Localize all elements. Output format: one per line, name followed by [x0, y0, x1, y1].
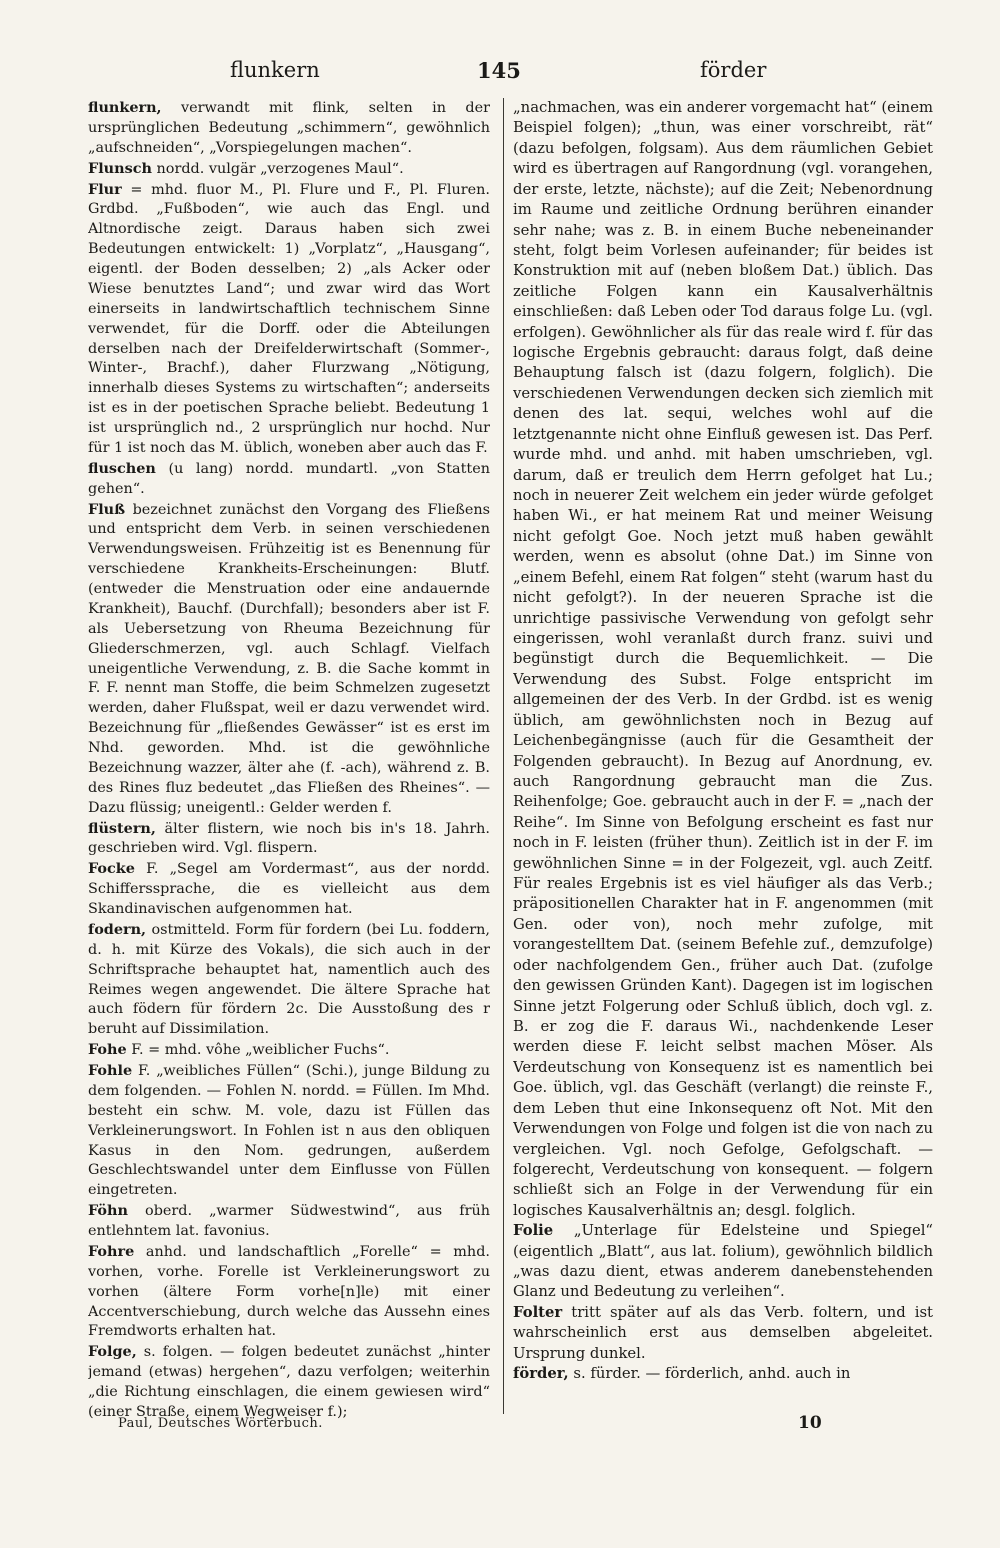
dictionary-entry	[513, 98, 933, 1221]
entry-text: „nachmachen, was ein anderer vorgemacht hat“ (einem Beispiel folgen); „thun, was einer vorschreibt, rät“ (dazu befolgen, folgsam). Aus dem räumlichen Gebiet wird es übertragen auf Rangordnung (vgl. vorangehen, der erste, letzte, nächste); auf die Zeit; Nebenordnung im Raume und zeitliche Ordnung berühren einander sehr nahe; was z. B. in einem Buche nebeneinander steht, folgt beim Vorlesen aufeinander; für beides ist Konstruktion mit auf (neben bloßem Dat.) üblich. Das zeitliche Folgen kann ein Kausalverhältnis einschließen: daß Leben oder Tod daraus folge Lu. (vgl. erfolgen). Gewöhnlicher als für das reale wird f. für das logische Ergebnis gebraucht: daraus folgt, daß deine Behauptung falsch ist (dazu folgern, folglich). Die verschiedenen Verwendungen decken sich ziemlich mit denen des lat. sequi, welches wohl auf die letztgenannte nicht ohne Einfluß gewesen ist. Das Perf. wurde mhd. und anhd. mit haben umschrieben, vgl. darum, daß er treulich dem Herrn gefolget hat Lu.; noch in neuerer Zeit welchem ein jeder würde gefolget haben Wi., er hat meinem Rat und meiner Weisung nicht gefolgt Goe. Noch jetzt muß haben gewählt werden, wenn es absolut (ohne Dat.) im Sinne von „einem Befehl, einem Rat folgen“ steht (warum hast du nicht gefolgt?). In der neueren Sprache ist die unrichtige passivische Verwendung von gefolgt sehr eingerissen, wohl veranlaßt durch franz. suivi und begünstigt durch die Bequemlichkeit. — Die Verwendung des Subst. Folge entspricht im allgemeinen der des Verb. In der Grdbd. ist es wenig üblich, am gewöhnlichsten noch in Bezug auf Leichenbegängnisse (auch für die Gesamtheit der Folgenden gebraucht). In Bezug auf Anordnung, ev. auch Rangordnung gebraucht man die Zus. Reihenfolge; Goe. gebraucht auch in der F. = „nach der Reihe“. Im Sinne von Befolgung erscheint es fast nur noch in F. leisten (früher thun). Zeitlich ist in der F. im gewöhnlichen Sinne = in der Folgezeit, vgl. auch Zeitf. Für reales Ergebnis ist es viel häufiger als das Verb.; präpositionellen Charakter hat in F. angenommen (mit Gen. oder von), noch mehr zufolge, mit vorangestelltem Dat. (seinem Befehle zuf., demzufolge) oder nachfolgendem Gen., früher auch Dat. (zufolge den gewissen Gründen Kant). Dagegen ist im logischen Sinne jetzt Folgerung oder Schluß üblich, doch vgl. z. B. er zog die F. daraus Wi., nachdenkende Leser werden diese F. leicht selbst machen Möser. Als Verdeutschung von Konsequenz ist es namentlich bei Goe. üblich, vgl. das Geschäft (verlangt) die reinste F., dem Leben thut eine Inkonsequenz oft Not. Mit den Verwendungen von Folge und folgen ist die von nach zu vergleichen. Vgl. noch Gefolge, Gefolgschaft. — folgerecht, Verdeutschung von konsequent. — folgern schließt sich an Folge in der Verwendung für ein logisches Kausalverhältnis an; desgl. folglich.	[513, 99, 933, 1219]
dictionary-entry	[88, 1061, 490, 1201]
entry-headword: fluschen	[88, 459, 156, 477]
entry-text: (u lang) nordd. mundartl. „von Statten gehen“.	[88, 460, 490, 497]
dictionary-entry	[513, 1221, 933, 1303]
entry-headword: Fohle	[88, 1062, 133, 1079]
dictionary-entry	[88, 180, 490, 459]
entry-text: nordd. vulgär „verzogenes Maul“.	[151, 160, 404, 177]
entry-headword: förder,	[513, 1365, 569, 1383]
entry-headword: flüstern,	[88, 819, 156, 837]
entry-headword: fodern,	[88, 920, 147, 938]
entry-headword: Fohe	[88, 1041, 127, 1059]
entry-headword: Fluß	[88, 500, 126, 518]
entry-headword: Focke	[88, 860, 135, 878]
imprint-line: Paul, Deutsches Wörterbuch.	[118, 1416, 323, 1431]
entry-text: F. „Segel am Vordermast“, aus der nordd. Schifferssprache, die es vielleicht aus dem Skandinavischen aufgenommen hat.	[88, 861, 490, 917]
dictionary-entry	[88, 459, 490, 500]
entry-text: = mhd. fluor M., Pl. Flure und F., Pl. Fluren. Grdbd. „Fußboden“, wie auch das Engl. und Altnordische zeigt. Daraus haben sich zwei Bedeutungen entwickelt: 1) „Vorplatz“, „Hausgang“, eigentl. der Boden desselben; 2) „als Acker oder Wiese benutztes Land“; und zwar wird das Wort einerseits in landwirtschaftlich technischem Sinne verwendet, für die Dorff. oder die Abteilungen derselben nach der Dreifelderwirtschaft (Sommer-, Winter-, Brachf.), daher Flurzwang „Nötigung, innerhalb dieses Systems zu wirtschaften“; anderseits ist es in der poetischen Sprache beliebt. Bedeutung 1 ist ursprünglich nd., 2 ursprünglich nur hochd. Nur für 1 ist noch das M. üblich, woneben aber auch das F.	[88, 181, 490, 456]
entry-text: ostmitteld. Form für fordern (bei Lu. foddern, d. h. mit Kürze des Vokals), die sich auch in der Schriftsprache behauptet hat, namentlich auch des Reimes wegen angewendet. Die ältere Sprache hat auch födern für fördern 2c. Die Ausstoßung des r beruht auf Dissimilation.	[88, 921, 490, 1038]
right-column	[513, 98, 933, 1428]
entry-text: s. fürder. — förderlich, anhd. auch in	[568, 1365, 851, 1383]
dictionary-entry	[88, 1201, 490, 1242]
entry-text: anhd. und landschaftlich „Forelle“ = mhd. vorhen, vorhe. Forelle ist Verkleinerungswort zu vorhen (ältere Form vorhe[n]le) mit einer Accentverschiebung, durch welche das Aussehn eines Fremdworts erhalten hat.	[88, 1243, 490, 1340]
page-footer	[80, 1413, 940, 1446]
entry-headword: Folge,	[88, 1343, 137, 1361]
dictionary-entry	[88, 920, 490, 1040]
entry-headword: Folie	[513, 1222, 554, 1240]
entry-headword: Flunsch	[88, 159, 152, 177]
running-headword-left: flunkern	[230, 58, 320, 82]
dictionary-entry	[88, 98, 490, 159]
entry-headword: Fohre	[88, 1242, 135, 1260]
entry-headword: Föhn	[88, 1202, 128, 1220]
entry-text: F. = mhd. vôhe „weiblicher Fuchs“.	[126, 1042, 390, 1059]
column-divider	[503, 98, 504, 1414]
entry-text: tritt später auf als das Verb. foltern, und ist wahrscheinlich erst aus demselben abgeleitet. Ursprung dunkel.	[513, 1303, 933, 1362]
entry-text: älter flistern, wie noch bis in's 18. Jahrh. geschrieben wird. Vgl. flispern.	[88, 820, 490, 857]
entry-text: bezeichnet zunächst den Vorgang des Fließens und entspricht dem Verb. in seinen verschiedenen Verwendungsweisen. Frühzeitig ist es Benennung für verschiedene Krankheits-Erscheinungen: Blutf. (entweder die Menstruation oder eine andauernde Krankheit), Bauchf. (Durchfall); besonders aber ist F. als Uebersetzung von Rheuma Bezeichnung für Gliederschmerzen, vgl. auch Schlagf. Vielfach uneigentliche Verwendung, z. B. die Sache kommt in F. F. nennt man Stoffe, die beim Schmelzen zugesetzt werden, daher Flußspat, weil er dazu verwendet wird. Bezeichnung für „fließendes Gewässer“ ist es erst im Nhd. geworden. Mhd. ist die gewöhnliche Bezeichnung wazzer, älter ahe (f. -ach), während z. B. des Rines fluz bedeutet „das Fließen des Rheines“. — Dazu flüssig; uneigentl.: Gelder werden f.	[88, 501, 490, 816]
entry-headword: Flur	[88, 180, 122, 198]
dictionary-columns	[88, 98, 933, 1428]
running-headword-right: förder	[700, 58, 767, 82]
dictionary-entry	[88, 819, 490, 860]
entry-text: verwandt mit flink, selten in der ursprünglichen Bedeutung „schimmern“, gewöhnlich „aufschneiden“, „Vorspiegelungen machen“.	[88, 100, 490, 156]
dictionary-entry	[88, 1342, 490, 1423]
dictionary-entry	[88, 159, 490, 180]
entry-headword: flunkern,	[88, 99, 162, 116]
entry-text: oberd. „warmer Südwestwind“, aus früh entlehntem lat. favonius.	[88, 1203, 490, 1239]
dictionary-entry	[513, 1303, 933, 1364]
entry-text: „Unterlage für Edelsteine und Spiegel“ (eigentlich „Blatt“, aus lat. folium), gewöhnlich bildlich „was dazu dient, etwas anderem danebenstehenden Glanz und Bedeutung zu verleihen“.	[513, 1222, 933, 1301]
dictionary-entry	[513, 1364, 933, 1384]
left-column	[88, 98, 490, 1428]
dictionary-entry	[88, 1242, 490, 1342]
entry-text: F. „weibliches Füllen“ (Schi.), junge Bildung zu dem folgenden. — Fohlen N. nordd. = Füllen. Im Mhd. besteht ein schw. M. vole, dazu ist Füllen das Verkleinerungswort. In Fohlen ist n aus den obliquen Kasus in den Nom. gedrungen, außerdem Geschlechtswandel unter dem Einflusse von Füllen eingetreten.	[88, 1063, 490, 1199]
dictionary-entry	[88, 500, 490, 819]
page-number: 145	[477, 58, 521, 83]
dictionary-entry	[88, 1040, 490, 1061]
entry-headword: Folter	[513, 1303, 563, 1321]
entry-text: s. folgen. — folgen bedeutet zunächst „hinter jemand (etwas) hergehen“, dazu verfolgen; weiterhin „die Richtung einschlagen, die einem gewiesen wird“ (einer Straße, einem Wegweiser f.);	[88, 1344, 490, 1420]
dictionary-entry	[88, 859, 490, 920]
sheet-signature: 10	[798, 1413, 822, 1433]
page-header	[80, 58, 920, 94]
